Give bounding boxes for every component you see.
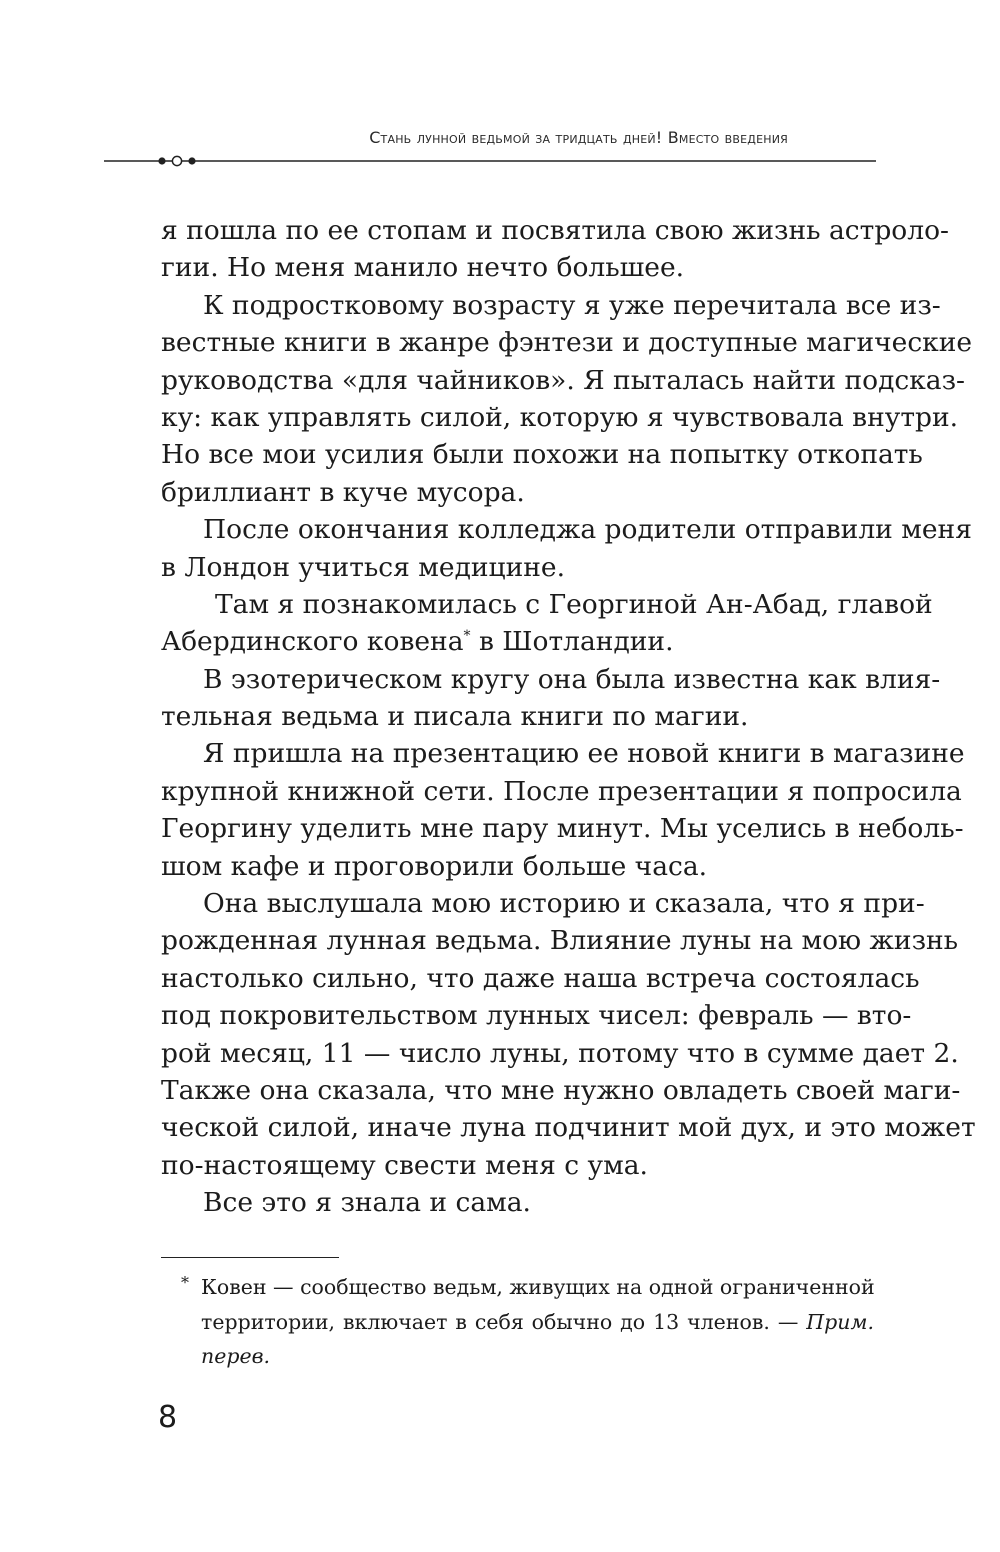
text-line: Георгину уделить мне пару минут. Мы уселись в неболь- <box>161 813 964 845</box>
text-line: тельная ведьма и писала книги по магии. <box>161 701 749 733</box>
footnote-line <box>161 1339 874 1374</box>
text-line: бриллиант в куче мусора. <box>161 476 525 508</box>
ornament-dot-right <box>188 157 195 164</box>
text-line: ческой силой, иначе луна подчинит мой дух, и это может <box>161 1112 976 1144</box>
text-line: Все это я знала и сама. <box>203 1187 531 1219</box>
text-line: я пошла по ее стопам и посвятила свою жизнь астроло- <box>161 215 949 246</box>
text-line: гии. Но меня манило нечто большее. <box>161 252 685 284</box>
text-line: После окончания колледжа родители отправили меня <box>203 514 972 546</box>
text-line: рожденная лунная ведьма. Влияние луны на мою жизнь <box>161 925 959 957</box>
text-line: шом кафе и проговорили больше часа. <box>161 850 708 882</box>
footnote <box>161 1270 874 1374</box>
footnote-text: территории, включает в себя обычно до 13 членов. — <box>201 1309 799 1334</box>
text-fragment: в Шотландии. <box>478 626 674 658</box>
running-head: Стань лунной ведьмой за тридцать дней! Вместо введения <box>369 128 788 147</box>
text-line: ку: как управлять силой, которую я чувствовала внутри. <box>161 401 959 433</box>
footnote-marker: * <box>181 1273 189 1292</box>
text-line: вестные книги в жанре фэнтези и доступные магические <box>161 327 973 359</box>
body-text <box>161 212 976 1222</box>
text-fragment: Абердинского ковена <box>161 626 464 658</box>
ornament-dot-left <box>158 157 165 164</box>
text-line <box>161 623 874 660</box>
text-line: В эзотерическом кругу она была известна как влия- <box>203 663 941 695</box>
text-line: руководства «для чайников». Я пыталась найти подсказ- <box>161 364 965 396</box>
translator-note: Прим. <box>806 1309 874 1334</box>
text-line: настолько сильно, что даже наша встреча состоялась <box>161 962 920 994</box>
page-number: 8 <box>158 1400 178 1435</box>
header-ornament-rule <box>104 152 876 170</box>
text-line: Но все мои усилия были похожи на попытку откопать <box>161 439 923 471</box>
text-line: рой месяц, 11 — число луны, потому что в сумме дает 2. <box>161 1037 959 1069</box>
ornament-ring <box>172 156 181 165</box>
text-line: под покровительством лунных чисел: февраль — вто- <box>161 1000 912 1032</box>
text-line: в Лондон учиться медицине. <box>161 551 566 583</box>
footnote-line <box>161 1305 874 1340</box>
translator-note: перев. <box>201 1344 271 1368</box>
footnote-reference: * <box>463 628 471 645</box>
text-line: Также она сказала, что мне нужно овладеть своей маги- <box>161 1074 961 1106</box>
text-line: Она выслушала мою историю и сказала, что я при- <box>203 888 925 920</box>
text-line: крупной книжной сети. После презентации я попросила <box>161 775 962 807</box>
text-line: по-настоящему свести меня с ума. <box>161 1149 648 1181</box>
footnote-divider <box>161 1257 339 1258</box>
text-line: Там я познакомилась с Георгиной Ан-Абад, главой <box>215 588 933 620</box>
text-line: Я пришла на презентацию ее новой книги в магазине <box>203 738 965 770</box>
footnote-line: Ковен — сообщество ведьм, живущих на одной ограниченной <box>201 1275 875 1299</box>
text-line: К подростковому возрасту я уже перечитала все из- <box>203 289 941 321</box>
